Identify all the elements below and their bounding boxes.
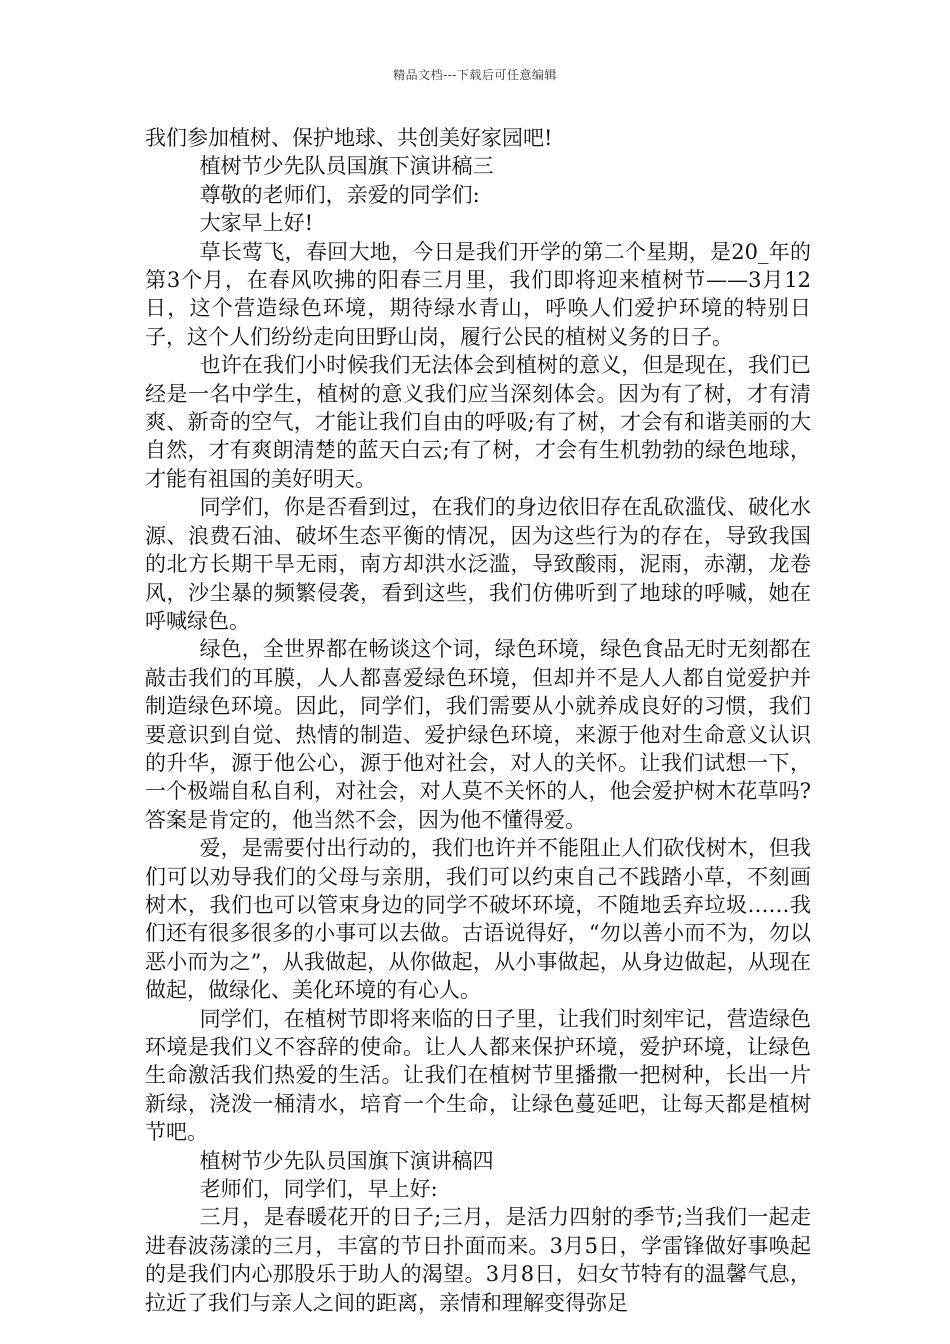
paragraph: 草长莺飞，春回大地，今日是我们开学的第二个星期，是20_年的第3个月，在春风吹拂的阳春三月里，我们即将迎来植树节——3月12日，这个营造绿色环境，期待绿水青山，呼唤人们爱护环境的特别日子，这个人们纷纷走向田野山岗，履行公民的植树义务的日子。 (145, 239, 811, 349)
paragraph: 三月，是春暖花开的日子;三月，是活力四射的季节;当我们一起走进春波荡漾的三月，丰富的节日扑面而来。3月5日，学雷锋做好事唤起的是我们内心那股乐于助人的渴望。3月8日，妇女节特有的温馨气息，拉近了我们与亲人之间的距离，亲情和理解变得弥足 (145, 1205, 811, 1315)
paragraph: 也许在我们小时候我们无法体会到植树的意义，但是现在，我们已经是一名中学生，植树的意义我们应当深刻体会。因为有了树，才有清爽、新奇的空气，才能让我们自由的呼吸;有了树，才会有和谐美丽的大自然，才有爽朗清楚的蓝天白云;有了树，才会有生机勃勃的绿色地球，才能有祖国的美好明天。 (145, 353, 811, 491)
paragraph: 绿色，全世界都在畅谈这个词，绿色环境，绿色食品无时无刻都在敲击我们的耳膜，人人都喜爱绿色环境，但却并不是人人都自觉爱护并制造绿色环境。因此，同学们，我们需要从小就养成良好的习惯，我们要意识到自觉、热情的制造、爱护绿色环境，来源于他对生命意义认识的升华，源于他公心，源于他对社会，对人的关怀。让我们试想一下，一个极端自私自利，对社会，对人莫不关怀的人，他会爱护树木花草吗?答案是肯定的，他当然不会，因为他不懂得爱。 (145, 637, 811, 832)
paragraph: 爱，是需要付出行动的，我们也许并不能阻止人们砍伐树木，但我们可以劝导我们的父母与亲朋，我们可以约束自己不践踏小草，不刻画树木，我们也可以管束身边的同学不破坏环境，不随地丢弃垃圾……我们还有很多很多的小事可以去做。古语说得好，“勿以善小而不为，勿以恶小而为之”，从我做起，从你做起，从小事做起，从身边做起，从现在做起，做绿化、美化环境的有心人。 (145, 836, 811, 1003)
section-heading: 植树节少先队员国旗下演讲稿四 (199, 1148, 494, 1173)
paragraph: 同学们，你是否看到过，在我们的身边依旧存在乱砍滥伐、破化水源、浪费石油、破坏生态平衡的情况，因为这些行为的存在，导致我国的北方长期干旱无雨，南方却洪水泛滥，导致酸雨，泥雨，赤潮，龙卷风，沙尘暴的频繁侵袭，看到这些，我们仿佛听到了地球的呼喊，她在呼喊绿色。 (145, 495, 811, 633)
greeting: 大家早上好! (199, 211, 314, 236)
salutation: 老师们，同学们，早上好: (199, 1177, 438, 1202)
paragraph: 同学们，在植树节即将来临的日子里，让我们时刻牢记，营造绿色环境是我们义不容辞的使命。让人人都来保护环境，爱护环境，让绿色生命激活我们热爱的生活。让我们在植树节里播撒一把树种，长出一片新绿，浇泼一桶清水，培育一个生命，让绿色蔓延吧，让每天都是植树节吧。 (145, 1006, 811, 1145)
salutation: 尊敬的老师们，亲爱的同学们: (199, 182, 480, 207)
paragraph-closing-line: 我们参加植树、保护地球、共创美好家园吧! (145, 126, 553, 150)
page-header-note: 精品文档---下载后可任意编辑 (393, 68, 557, 82)
section-heading: 植树节少先队员国旗下演讲稿三 (199, 154, 494, 179)
document-body (145, 124, 811, 1317)
